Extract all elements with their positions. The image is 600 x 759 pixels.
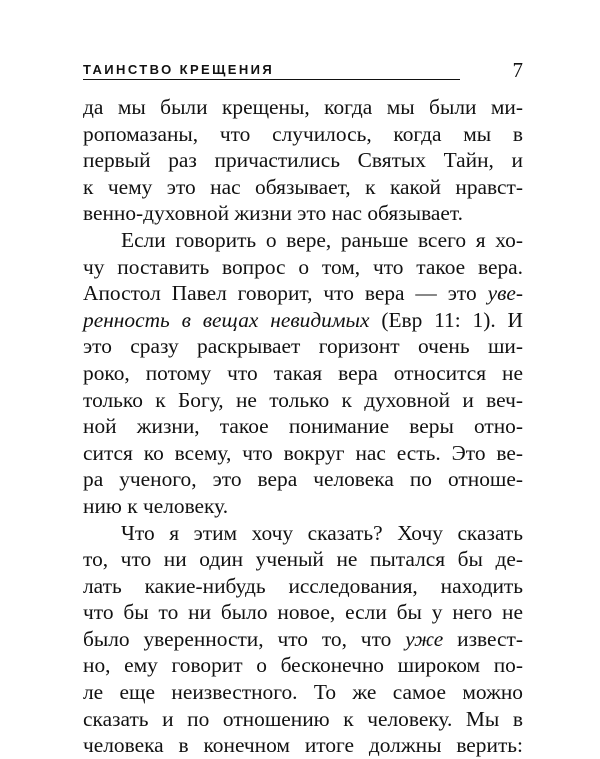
text-line: сказать и по отношению к человеку. Мы в bbox=[83, 706, 523, 731]
page-number: 7 bbox=[512, 58, 523, 82]
text-line: но, ему говорит о бесконечно широком по- bbox=[83, 653, 523, 678]
text-line: лать какие-нибудь исследования, находить bbox=[83, 573, 523, 598]
text-line: ропомазаны, что случилось, когда мы в bbox=[83, 121, 523, 146]
text-line: ренность в вещах невидимых (Евр 11: 1). И bbox=[83, 307, 523, 332]
text-line: что бы то ни было новое, если бы у него не bbox=[83, 600, 523, 625]
text-line: Апостол Павел говорит, что вера — это уве- bbox=[83, 281, 523, 306]
text-line: человека в конечном итоге должны верить: bbox=[83, 733, 523, 758]
header-rule bbox=[83, 79, 460, 80]
body-text bbox=[83, 94, 523, 759]
running-header bbox=[78, 60, 523, 86]
text-line: да мы были крещены, когда мы были ми- bbox=[83, 95, 523, 119]
text-line: только к Богу, не только к духовной и веч- bbox=[83, 387, 523, 412]
italic-text: уже bbox=[405, 626, 444, 651]
italic-text: ренность в вещах невидимых bbox=[83, 307, 370, 332]
text-line: ле еще неизвестного. То же самое можно bbox=[83, 680, 523, 705]
text-line: ра ученого, это вера человека по отноше- bbox=[83, 467, 523, 492]
text-line: Что я этим хочу сказать? Хочу сказать bbox=[121, 520, 523, 545]
text-line: роко, потому что такая вера относится не bbox=[83, 360, 523, 385]
text-line: нию к человеку. bbox=[83, 493, 229, 518]
text-line: к чему это нас обязывает, к какой нравст- bbox=[83, 174, 523, 199]
text-line: чу поставить вопрос о том, что такое вера. bbox=[83, 254, 523, 279]
text-line: венно-духовной жизни это нас обязывает. bbox=[83, 201, 463, 226]
text-line: первый раз причастились Святых Тайн, и bbox=[83, 148, 523, 173]
text-line: было уверенности, что то, что уже извест- bbox=[83, 626, 524, 651]
running-title: ТАИНСТВО КРЕЩЕНИЯ bbox=[83, 62, 275, 77]
text-line: это сразу раскрывает горизонт очень ши- bbox=[83, 334, 523, 359]
text-line: Если говорить о вере, раньше всего я хо- bbox=[121, 227, 523, 252]
text-line: сится ко всему, что вокруг нас есть. Это ве- bbox=[83, 440, 523, 465]
italic-text: уве- bbox=[487, 281, 523, 306]
text-line: то, что ни один ученый не пытался бы де- bbox=[83, 547, 523, 572]
text-line: ной жизни, такое понимание веры отно- bbox=[83, 414, 523, 439]
